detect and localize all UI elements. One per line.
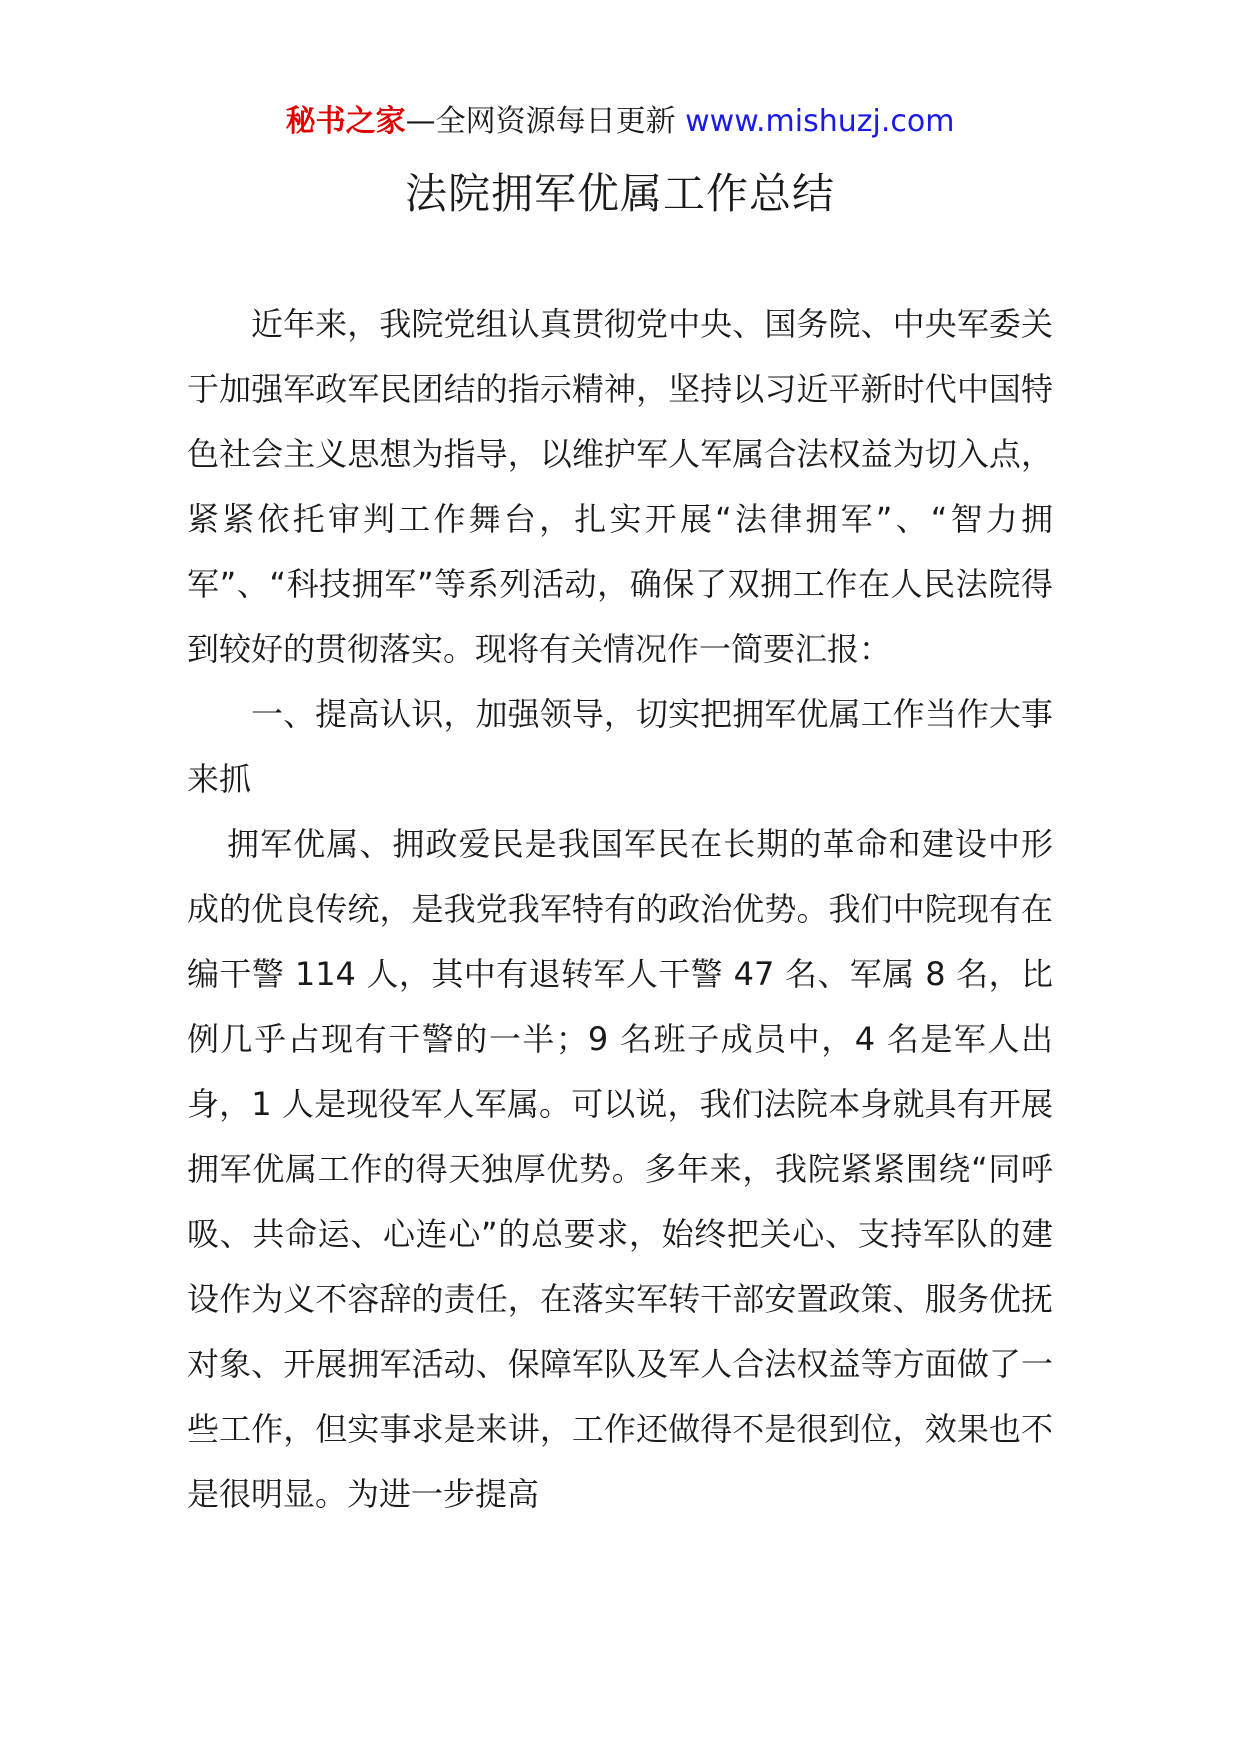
header-brand: 秘书之家 <box>285 104 406 139</box>
document-body <box>187 292 1053 1527</box>
paragraph-section-1: 拥军优属、拥政爱民是我国军民在长期的革命和建设中形成的优良传统，是我党我军特有的政治优势。我们中院现有在编干警 114 人，其中有退转军人干警 47 名、军属 8 名，比例几乎占现有干警的一半；9 名班子成员中，4 名是军人出身，1 人是现役军人军属。可以说，我们法院本身就具有开展拥军优属工作的得天独厚优势。多年来，我院紧紧围绕“同呼吸、共命运、心连心”的总要求，始终把关心、支持军队的建设作为义不容辞的责任，在落实军转干部安置政策、服务优抚对象、开展拥军活动、保障军队及军人合法权益等方面做了一些工作，但实事求是来讲，工作还做得不是很到位，效果也不是很明显。为进一步提高 <box>187 825 1053 1513</box>
document-title: 法院拥军优属工作总结 <box>404 169 835 218</box>
header-tagline: —全网资源每日更新 <box>405 104 676 139</box>
section-heading-1: 一、提高认识，加强领导，切实把拥军优属工作当作大事来抓 <box>187 695 1053 798</box>
header-url-link[interactable]: www.mishuzj.com <box>685 104 955 139</box>
paragraph-intro: 近年来，我院党组认真贯彻党中央、国务院、中央军委关于加强军政军民团结的指示精神，坚持以习近平新时代中国特色社会主义思想为指导，以维护军人军属合法权益为切入点，紧紧依托审判工作舞台，扎实开展“法律拥军”、“智力拥军”、“科技拥军”等系列活动，确保了双拥工作在人民法院得到较好的贯彻落实。现将有关情况作一简要汇报： <box>187 305 1053 668</box>
watermark-header <box>0 100 1240 144</box>
